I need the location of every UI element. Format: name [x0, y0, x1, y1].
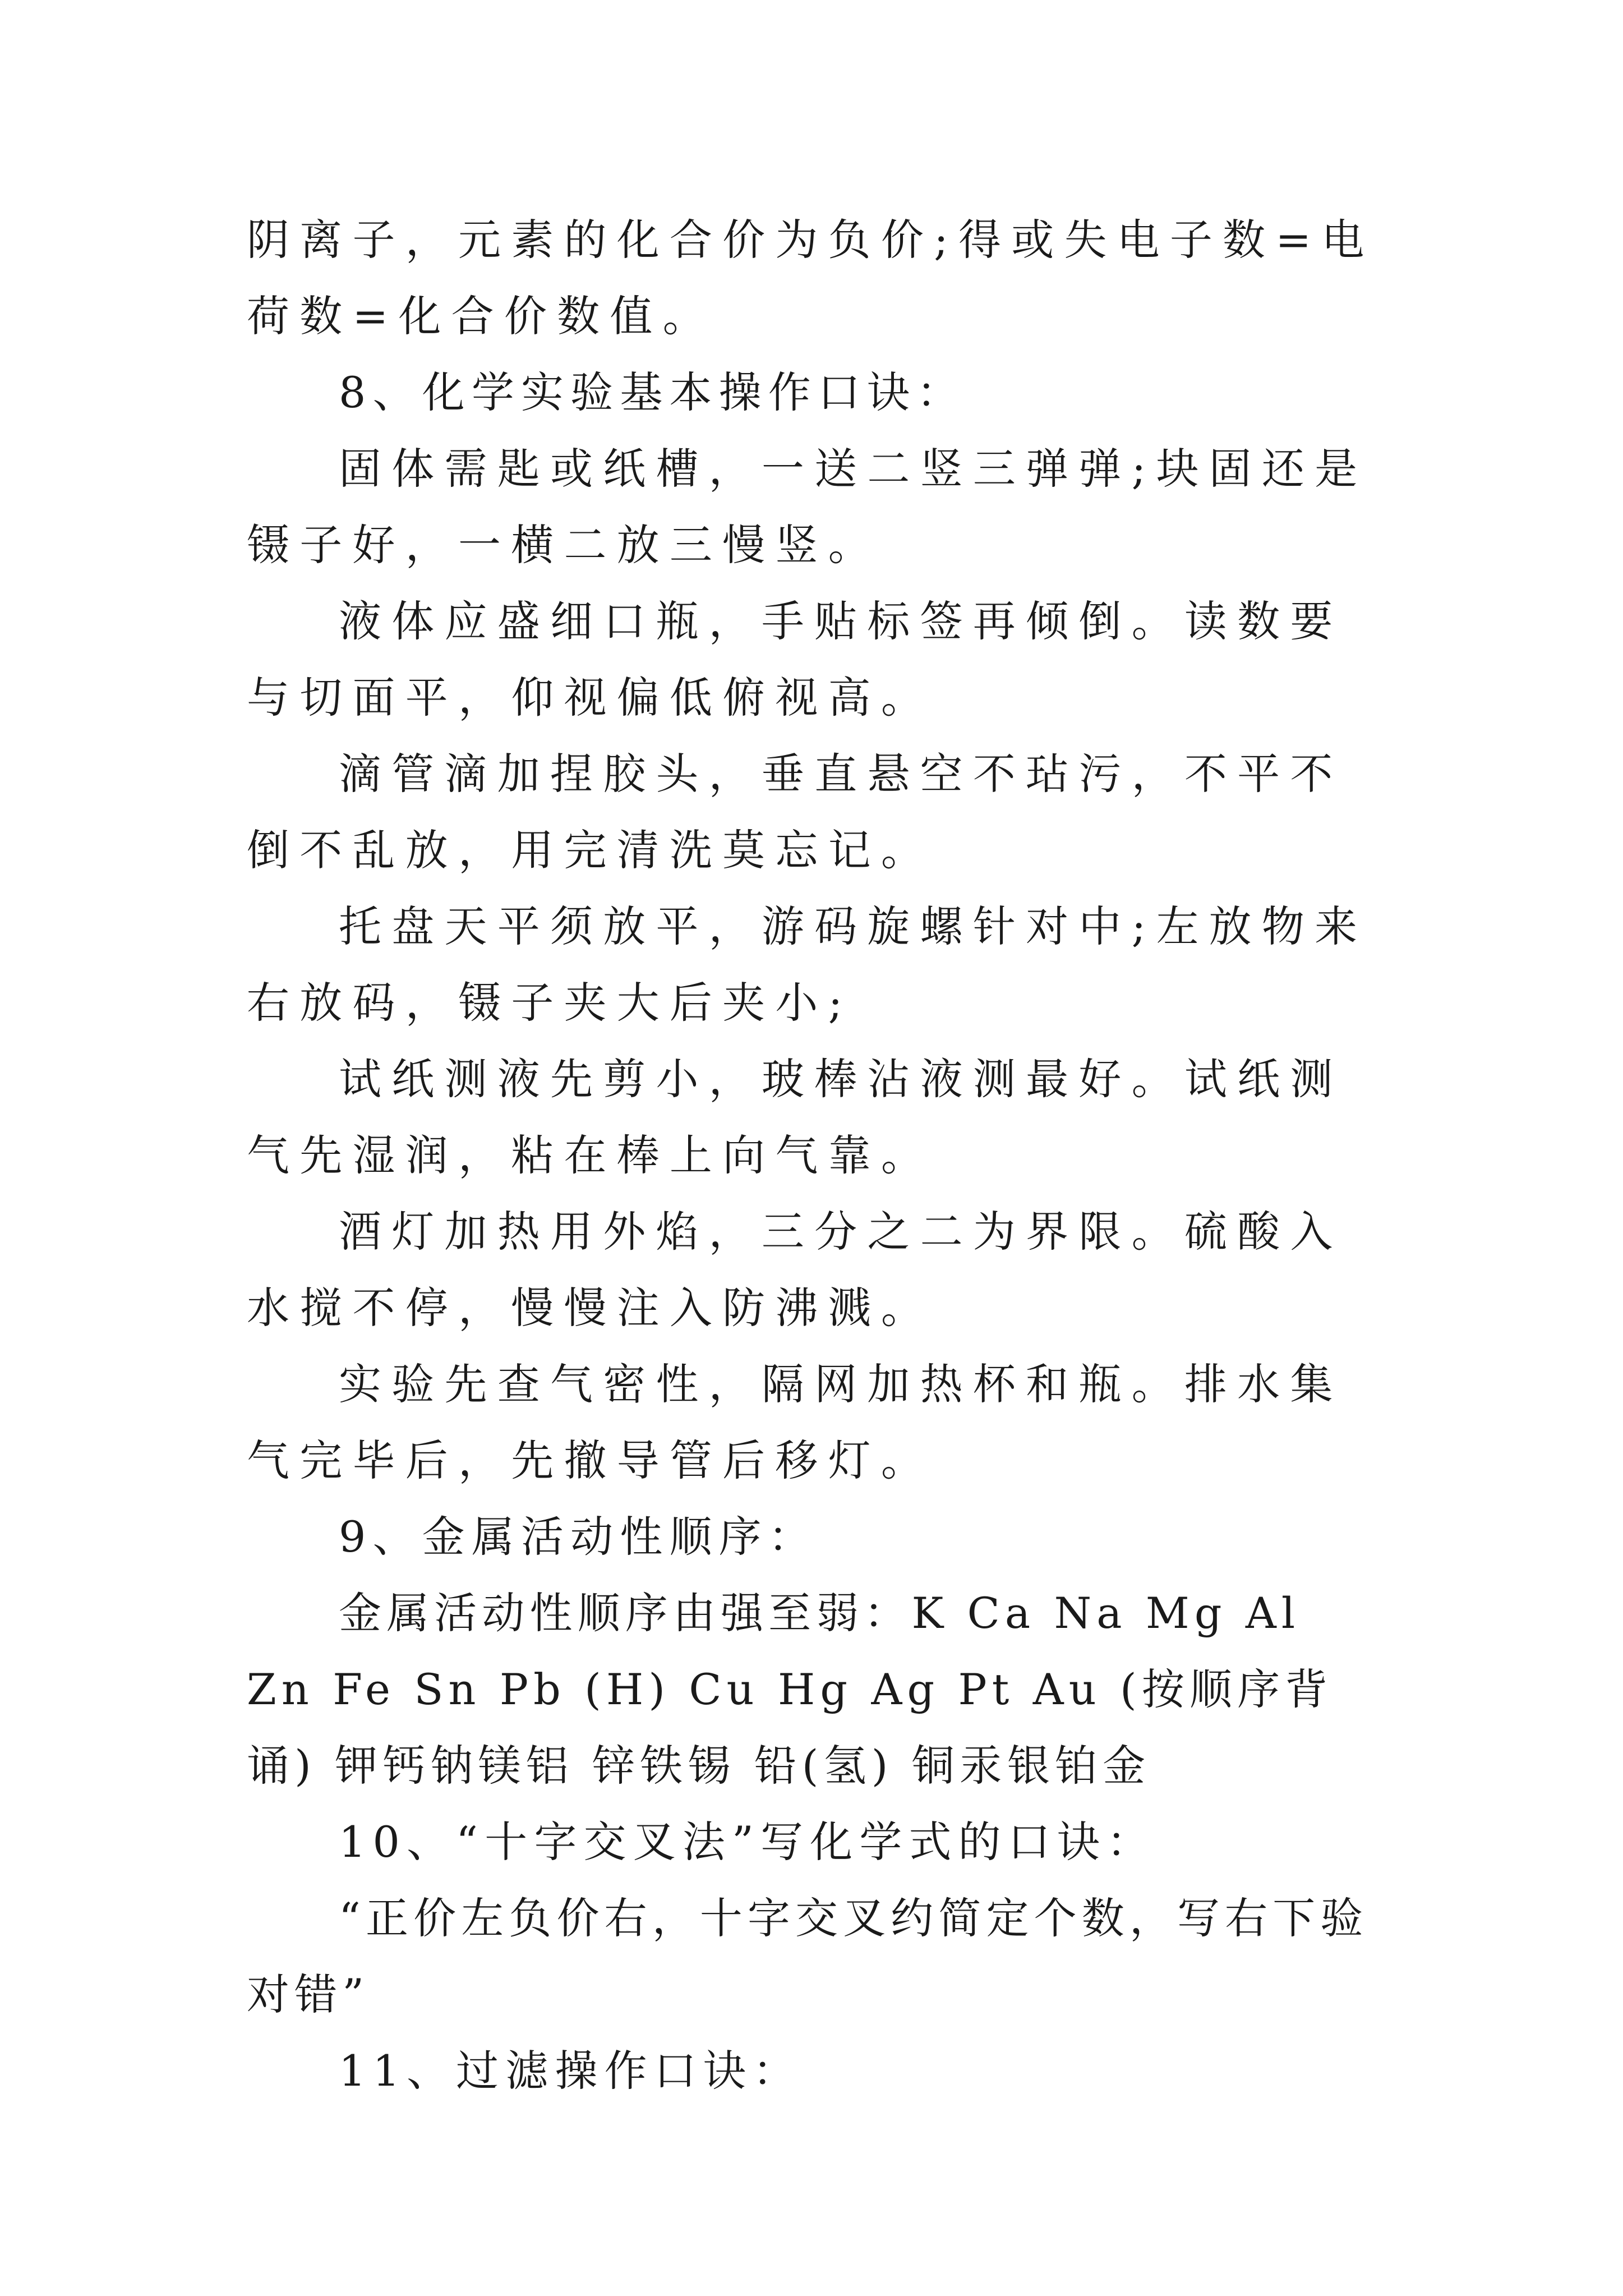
heading-metal-activity: 9、金属活动性顺序： [339, 1512, 818, 1562]
paragraph-metal-activity-series: 金属活动性顺序由强至弱：K Ca Na Mg Al Zn Fe Sn Pb (H) Cu Hg Ag Pt Au (按顺序背诵) 钾钙钠镁铝 锌铁锡 铅(氢) 铜汞银铂金 [247, 1588, 1333, 1791]
paragraph-liquid-reagents: 液体应盛细口瓶，手贴标签再倾倒。读数要与切面平，仰视偏低俯视高。 [247, 596, 1343, 723]
paragraph-solid-reagents: 固体需匙或纸槽，一送二竖三弹弹;块固还是镊子好，一横二放三慢竖。 [247, 444, 1368, 570]
paragraph-cross-method-rhyme: “正价左负价右，十字交叉约简定个数，写右下验对错” [247, 1893, 1368, 2019]
heading-lab-operations: 8、化学实验基本操作口诀： [339, 367, 966, 417]
paragraph-test-paper: 试纸测液先剪小，玻棒沾液测最好。试纸测气先湿润，粘在棒上向气靠。 [247, 1054, 1343, 1180]
paragraph-anion-valence: 阴离子，元素的化合价为负价;得或失电子数=电荷数=化合价数值。 [247, 215, 1375, 341]
heading-filtration: 11、过滤操作口诀： [339, 2046, 803, 2096]
paragraph-alcohol-lamp: 酒灯加热用外焰，三分之二为界限。硫酸入水搅不停，慢慢注入防沸溅。 [247, 1207, 1343, 1333]
heading-cross-method: 10、“十字交叉法”写化学式的口诀： [339, 1817, 1156, 1867]
document-body [247, 202, 1380, 2109]
paragraph-balance: 托盘天平须放平，游码旋螺针对中;左放物来右放码，镊子夹大后夹小; [247, 901, 1368, 1028]
paragraph-airtightness: 实验先查气密性，隔网加热杯和瓶。排水集气完毕后，先撤导管后移灯。 [247, 1359, 1343, 1485]
paragraph-dropper: 滴管滴加捏胶头，垂直悬空不玷污，不平不倒不乱放，用完清洗莫忘记。 [247, 749, 1343, 875]
